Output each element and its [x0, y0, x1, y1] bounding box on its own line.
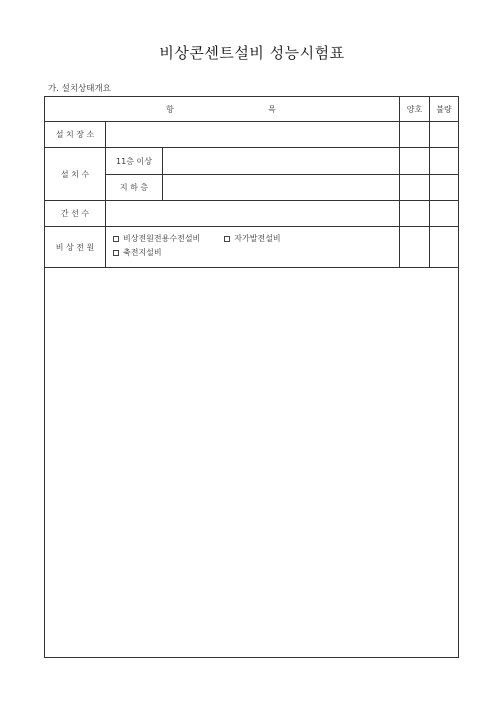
checkbox-icon[interactable]: [224, 236, 230, 242]
header-good: 양호: [406, 104, 423, 114]
column-divider: [429, 97, 430, 267]
option-storage-battery[interactable]: [113, 247, 162, 258]
column-divider: [399, 97, 400, 267]
option-label: 축전지설비: [123, 248, 162, 257]
row-divider: [45, 121, 458, 122]
row-label-install-location: 설 치 장 소: [55, 130, 95, 139]
row-label-install-count: 설 치 수: [60, 169, 90, 179]
section-label: 가. 설치상태개요: [48, 84, 111, 94]
row-divider: [45, 226, 458, 227]
power-options-line-1: [113, 233, 281, 244]
checkbox-icon[interactable]: [113, 236, 119, 242]
inspection-table: [44, 96, 459, 658]
checkbox-icon[interactable]: [113, 250, 119, 256]
option-dedicated-transformer[interactable]: [113, 233, 200, 244]
option-private-generator[interactable]: [224, 233, 280, 244]
power-options-line-2: [113, 247, 162, 258]
option-label: 자가발전설비: [234, 234, 281, 243]
header-item-right: 목: [268, 104, 276, 114]
row-divider: [45, 200, 458, 201]
header-item-left: 항: [166, 104, 174, 114]
document-title: 비상콘센트설비 성능시험표: [159, 44, 345, 62]
row-label-emergency-power: 비 상 전 원: [55, 242, 95, 252]
row-divider: [45, 267, 458, 268]
column-divider: [162, 147, 163, 200]
row-label-basement: 지 하 층: [119, 183, 149, 192]
row-label-floor-11-up: 11층 이상: [116, 156, 152, 166]
row-label-trunk-line-count: 간 선 수: [60, 209, 90, 218]
header-bad: 불량: [436, 104, 452, 114]
option-label: 비상전원전용수전설비: [123, 234, 201, 243]
